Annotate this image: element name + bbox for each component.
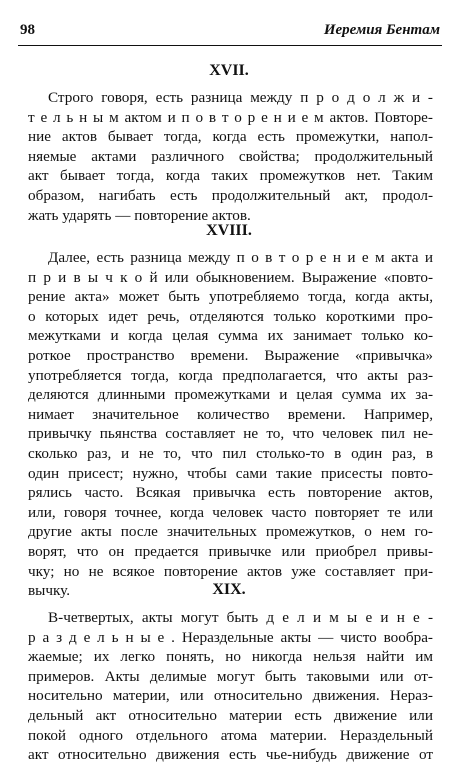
text-line: Строго говоря, есть разница между п р о д о л ж и - [48, 89, 433, 106]
text-line: жаемые; их легко понять, но никогда нельзя найти им [28, 648, 433, 666]
text-line: употребляется тогда, когда предполагается, что акты раз- [28, 366, 433, 384]
section-heading-xviii: XVIII. [206, 222, 252, 239]
text-line: деляются длинными промежутками и целая сумма их за- [28, 386, 433, 404]
section-body-xviii [28, 248, 433, 601]
section-body-xix [28, 608, 433, 765]
text-line: один присест; нужно, чтобы сами такие присесты повто- [28, 464, 433, 482]
text-line: нимает значительное количество времени. Например, [28, 405, 433, 423]
text-line: дельный акт относительно материи есть движение или [28, 706, 433, 724]
text-line: вычку. [28, 582, 71, 600]
text-line: ние актов бывает тогда, когда есть промежутки, напол- [28, 128, 433, 146]
text-line: о которых идет речь, отделяются только короткими про- [28, 307, 433, 325]
text-line: акт относительно движения есть чье-нибудь движение от [28, 746, 433, 764]
section-heading-xix: XIX. [212, 581, 246, 598]
text-line: покой одного отдельного атома материи. Нераздельный [28, 726, 433, 744]
text-line: акт бывает тогда, когда таких промежутков нет. Таким [28, 167, 433, 185]
text-line: рялись часто. Всякая привычка есть повторение актов, [28, 484, 433, 502]
text-line: рение акта» может быть употребляемо тогда, когда акты, [28, 288, 433, 306]
text-line: привычку пьянства составляет не то, что человек пил не- [28, 425, 433, 443]
text-line: т е л ь н ы м актом и п о в т о р е н и е м актов. Повторе- [28, 108, 433, 126]
running-title: Иеремия Бентам [323, 22, 440, 38]
text-line: образом, нагибать есть продолжительный акт, продол- [28, 186, 433, 204]
text-line: сколько раз, и не то, что пил столько-то в один раз, в [28, 444, 433, 462]
text-line: няемые актами различного свойства; продолжительный [28, 147, 433, 165]
text-line: р а з д е л ь н ы е . Нераздельные акты — чисто вообра- [28, 628, 433, 646]
text-line: В-четвертых, акты могут быть д е л и м ы е и н е - [48, 609, 433, 626]
text-line: п р и в ы ч к о й или обыкновением. Выражение «повто- [28, 268, 433, 286]
text-line: другие акты после значительных промежутков, о нем го- [28, 523, 433, 541]
text-line: ворят, что он предается привычке или приобрел привы- [28, 542, 433, 560]
text-line: Далее, есть разница между п о в т о р е н и е м акта и [48, 249, 433, 266]
text-line: носительно материи, или относительно движения. Нераз- [28, 687, 433, 705]
text-line: или, говоря точнее, когда человек часто повторяет те или [28, 503, 433, 521]
text-line: межутками и когда целая сумма их занимает только ко- [28, 327, 433, 345]
text-line: примеров. Акты делимые могут быть таковыми или от- [28, 667, 433, 685]
text-line: жать ударять — повторение актов. [28, 206, 251, 224]
page-number: 98 [20, 22, 35, 38]
section-heading-xvii: XVII. [209, 62, 249, 79]
text-line: роткое пространство времени. Выражение «привычка» [28, 346, 433, 364]
section-body-xvii [28, 88, 433, 225]
text-line: чку; но не всякое повторение актов уже составляет при- [28, 562, 433, 580]
header-rule [18, 45, 442, 46]
